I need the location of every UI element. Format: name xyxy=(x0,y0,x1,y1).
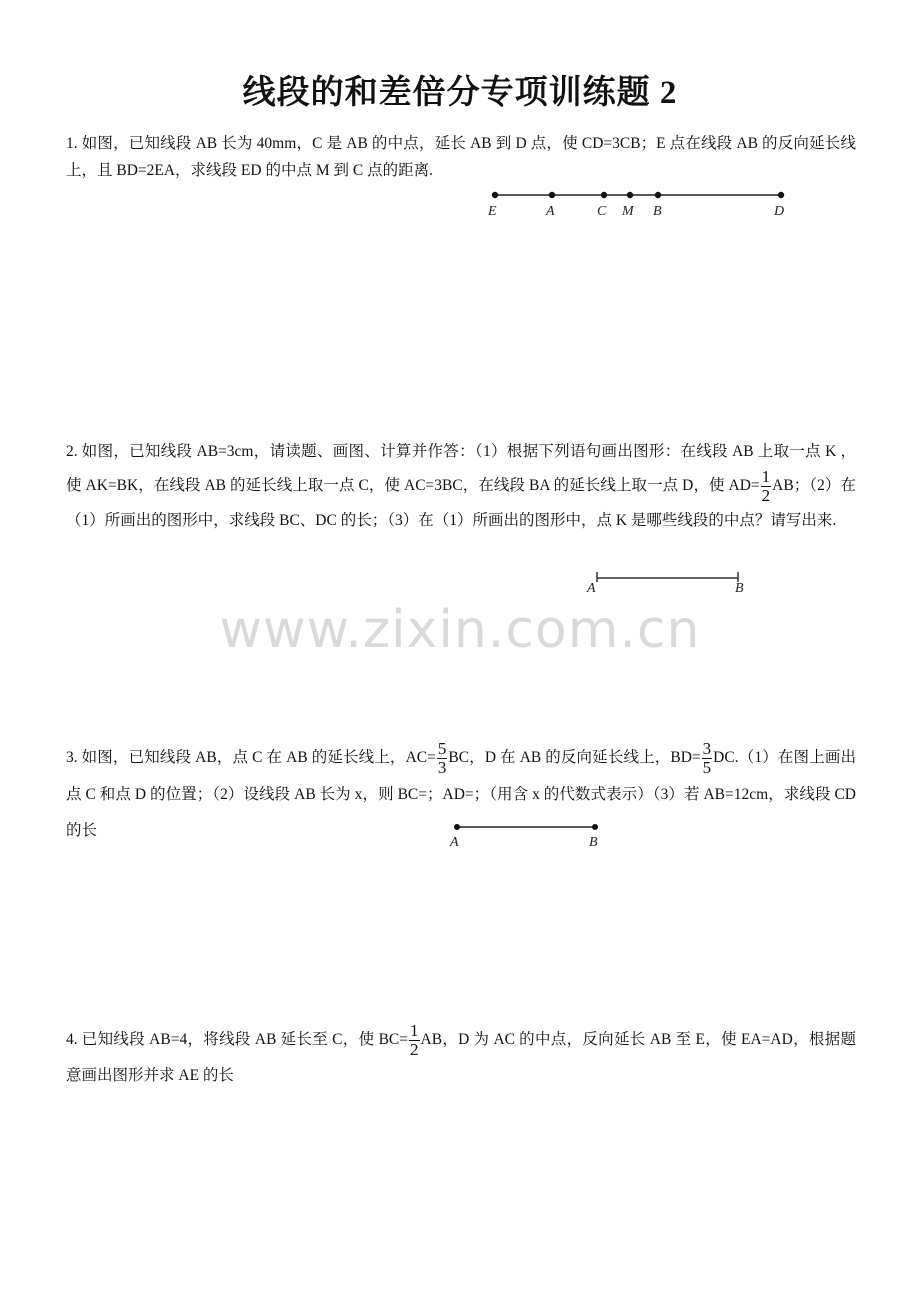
question-4-text-a: 4. 已知线段 AB=4，将线段 AB 延长至 C，使 BC= xyxy=(66,1031,408,1049)
question-3-text-a: 3. 如图，已知线段 AB，点 C 在 AB 的延长线上，AC= xyxy=(66,749,436,767)
label-m: M xyxy=(622,204,634,219)
question-4 xyxy=(66,1022,856,1093)
label-b: B xyxy=(589,835,598,850)
fraction-one-half: $\frac{1}{2}$ xyxy=(410,1021,419,1059)
question-3-figure xyxy=(448,818,608,852)
fraction-one-half: $\frac{1}{2}$ xyxy=(761,467,771,505)
question-1 xyxy=(66,130,856,184)
fraction-five-thirds: $\frac{5}{3}$ xyxy=(437,739,447,777)
label-a: A xyxy=(587,581,596,596)
point-d xyxy=(778,192,784,198)
label-a: A xyxy=(450,835,459,850)
label-b: B xyxy=(735,581,744,596)
label-a: A xyxy=(546,204,555,219)
question-3-text-b: BC，D 在 AB 的反向延长线上，BD= xyxy=(448,749,701,767)
watermark: www.zixin.com.cn xyxy=(219,600,701,660)
fraction-three-fifths: $\frac{3}{5}$ xyxy=(702,739,712,777)
point-e xyxy=(492,192,498,198)
question-1-figure xyxy=(480,185,800,225)
point-m xyxy=(627,192,633,198)
point-c xyxy=(601,192,607,198)
question-2-text-b: AB；（2）在（1）所画出的图形中，求线段 BC、DC 的长；（3）在（1）所画出的图形中，点 K 是哪些线段的中点？请写出来. xyxy=(66,477,856,529)
label-c: C xyxy=(597,204,607,219)
point-a xyxy=(549,192,555,198)
label-b: B xyxy=(653,204,662,219)
label-d: D xyxy=(774,204,785,219)
question-3-text-c: DC.（1）在图上画出点 C 和点 D 的位置；（2）设线段 AB 长为 x，则 BC=；AD=；（用含 x 的代数式表示）（3）若 AB=12cm，求线段 CD 的长 xyxy=(66,749,856,839)
label-e: E xyxy=(488,204,497,219)
question-1-text: 1. 如图，已知线段 AB 长为 40mm，C 是 AB 的中点，延长 AB 到 D 点，使 CD=3CB；E 点在线段 AB 的反向延长线上，且 BD=2EA，求线段 ED 的中点 M 到 C 点的距离. xyxy=(66,135,856,179)
point-b xyxy=(592,824,598,830)
point-b xyxy=(655,192,661,198)
page-title: 线段的和差倍分专项训练题 2 xyxy=(242,75,678,111)
question-2 xyxy=(66,436,856,537)
point-a xyxy=(454,824,460,830)
question-2-figure xyxy=(585,568,755,600)
question-2-text-a: 2. 如图，已知线段 AB=3cm，请读题、画图、计算并作答：（1）根据下列语句画出图形：在线段 AB 上取一点 K ，使 AK=BK，在线段 AB 的延长线上取一点 C，使 AC=3BC，在线段 BA 的延长线上取一点 D，使 AD= xyxy=(66,443,856,495)
question-4-text-b: AB，D 为 AC 的中点，反向延长 AB 至 E，使 EA=AD，根据题意画出图形并求 AE 的长 xyxy=(66,1031,856,1084)
